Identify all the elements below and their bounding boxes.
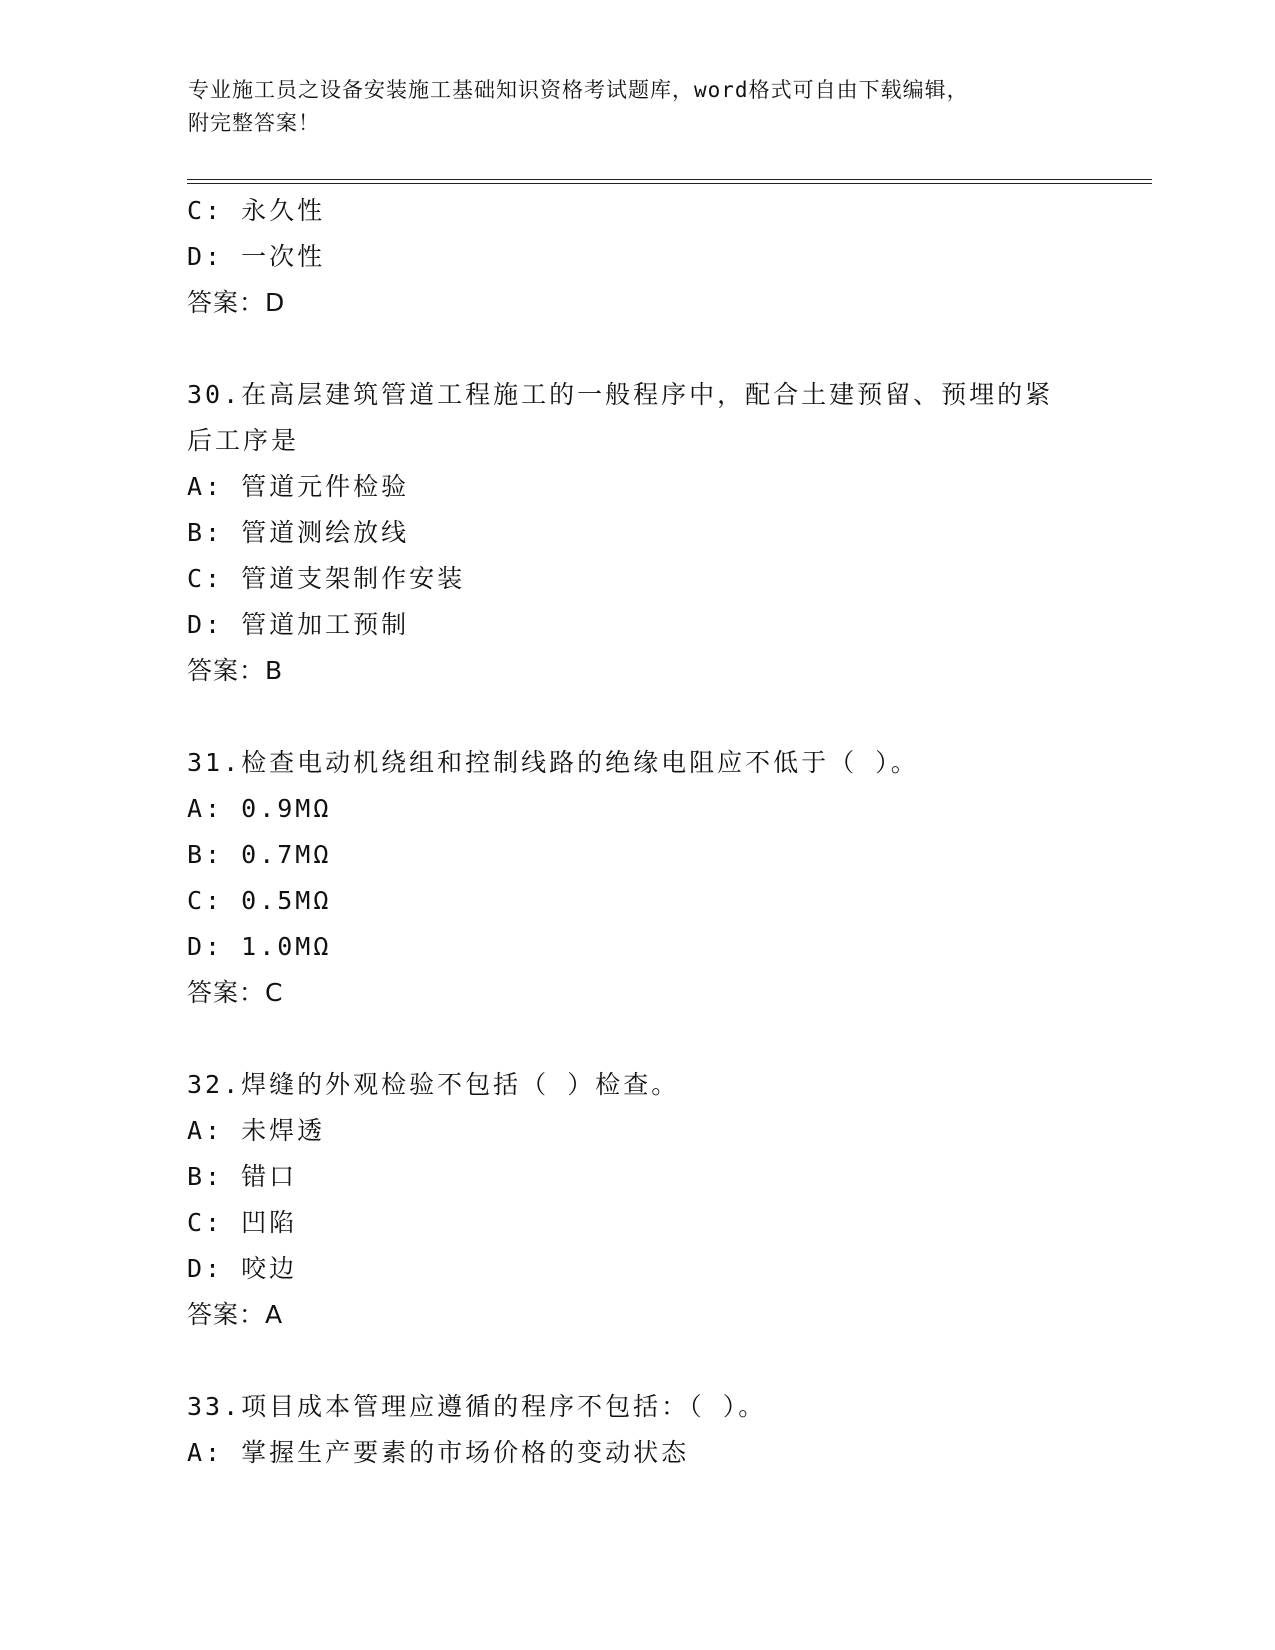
question-33-stem: 33.项目成本管理应遵循的程序不包括：（ ）。: [187, 1392, 767, 1421]
prev-question-option-d: D: 一次性: [187, 242, 326, 271]
question-30-option-d: D: 管道加工预制: [187, 610, 410, 639]
question-31-option-c: C: 0.5MΩ: [187, 886, 332, 915]
question-31-option-d: D: 1.0MΩ: [187, 932, 332, 961]
question-32-option-a: A: 未焊透: [187, 1116, 326, 1145]
document-header: [188, 74, 1088, 140]
spacer: [187, 1338, 1147, 1384]
spacer: [187, 326, 1147, 372]
spacer: [187, 1016, 1147, 1062]
header-divider-bottom: [187, 183, 1152, 184]
question-30-option-a: A: 管道元件检验: [187, 472, 410, 501]
question-32-answer: 答案：A: [187, 1300, 284, 1329]
header-title-line-2: 附完整答案！: [188, 111, 320, 135]
question-30-answer: 答案：B: [187, 656, 284, 685]
question-32-stem: 32.焊缝的外观检验不包括（ ）检查。: [187, 1070, 680, 1099]
header-divider-top: [187, 179, 1152, 180]
question-30-stem: 30.在高层建筑管道工程施工的一般程序中，配合土建预留、预埋的紧: [187, 380, 1054, 409]
question-32-option-d: D: 咬边: [187, 1254, 298, 1283]
question-30-option-c: C: 管道支架制作安装: [187, 564, 466, 593]
question-31-stem: 31.检查电动机绕组和控制线路的绝缘电阻应不低于（ ）。: [187, 748, 919, 777]
prev-question-option-c: C: 永久性: [187, 196, 326, 225]
question-31-option-a: A: 0.9MΩ: [187, 794, 332, 823]
question-31-option-b: B: 0.7MΩ: [187, 840, 332, 869]
header-title-line-1: 专业施工员之设备安装施工基础知识资格考试题库，word格式可自由下载编辑，: [188, 78, 969, 102]
spacer: [187, 694, 1147, 740]
question-list: [187, 188, 1147, 1476]
question-31-answer: 答案：C: [187, 978, 284, 1007]
question-32-option-b: B: 错口: [187, 1162, 298, 1191]
question-33-option-a: A: 掌握生产要素的市场价格的变动状态: [187, 1438, 690, 1467]
prev-question-answer: 答案：D: [187, 288, 286, 317]
question-30-stem-cont: 后工序是: [187, 426, 300, 455]
question-32-option-c: C: 凹陷: [187, 1208, 298, 1237]
question-30-option-b: B: 管道测绘放线: [187, 518, 410, 547]
